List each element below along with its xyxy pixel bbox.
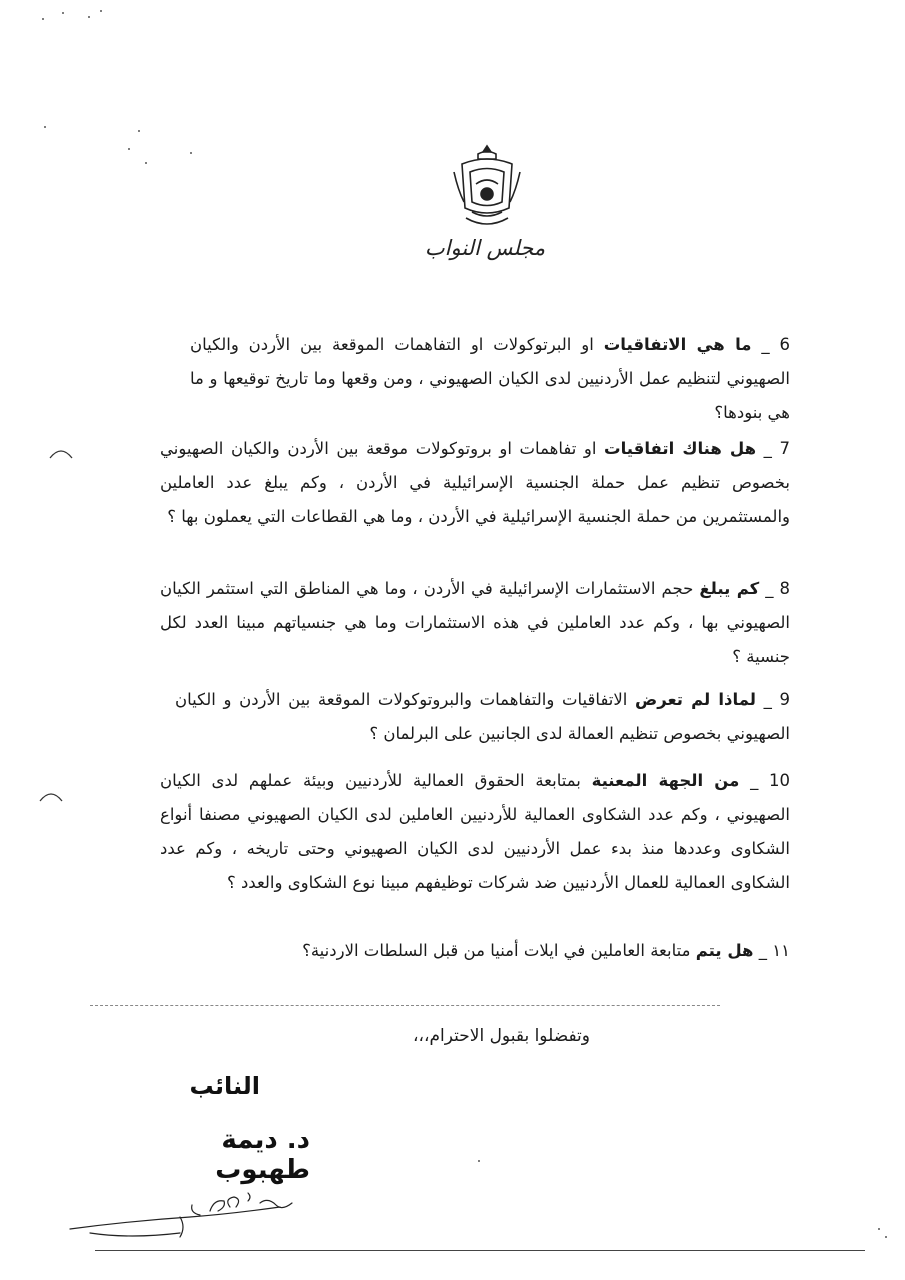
scan-speck [42,18,44,20]
question-6 [190,328,790,430]
scan-speck [138,130,140,132]
question-11 [190,934,790,968]
scan-divider [90,1005,720,1006]
scan-speck [100,10,102,12]
punch-hole-mark-icon [48,444,74,460]
question-lead: من الجهة المعنية [591,771,740,790]
question-text: او البرتوكولات او التفاهمات الموقعة بين الأردن والكيان الصهيوني لتنظيم عمل الأردنيين لدى الكيان الصهيوني ، ومن وقعها وما تاريخ توقيعها و ما هي بنودها؟ [190,335,790,422]
question-number: 7 _ [763,439,791,458]
question-lead: لماذا لم تعرض [635,690,756,709]
question-text: متابعة العاملين في ايلات أمنيا من قبل السلطات الاردنية؟ [302,941,691,960]
signer-role: النائب [189,1072,260,1100]
scan-speck [145,162,147,164]
scan-speck [44,126,46,128]
scan-speck [878,1228,880,1230]
question-text: او تفاهمات او بروتوكولات موقعة بين الأردن والكيان الصهيوني بخصوص تنظيم عمل حملة الجنسية الإسرائيلية في الأردن ، وكم يبلغ عدد العاملين والمستثمرين من حملة الجنسية الإسرائيلية في الأردن ، وما هي القطاعات التي يعملون بها ؟ [160,439,790,526]
question-number: 10 _ [750,771,791,790]
question-10 [160,764,790,900]
scan-speck [885,1236,887,1238]
question-7 [160,432,790,534]
scan-speck [88,16,90,18]
question-lead: ما هي الاتفاقيات [603,335,752,354]
coat-of-arms-icon [448,142,526,232]
closing-salutation: وتفضلوا بقبول الاحترام،،، [413,1026,590,1046]
handwritten-signature [60,1185,320,1245]
question-number: ١١ _ [758,941,790,960]
question-number: 8 _ [765,579,790,598]
punch-hole-mark-icon [38,787,64,803]
scan-speck [62,12,64,14]
signer-name: د. ديمة طهبوب [215,1125,310,1185]
institution-name: مجلس النواب [424,236,546,260]
question-lead: هل يتم [695,941,754,960]
footer-rule [95,1250,865,1251]
question-lead: كم يبلغ [699,579,760,598]
question-text: حجم الاستثمارات الإسرائيلية في الأردن ، وما هي المناطق التي استثمر الكيان الصهيوني بها ، وكم عدد العاملين في هذه الاستثمارات وما هي جنسياتهم مبينا العدد لكل جنسية ؟ [160,579,790,666]
question-text: بمتابعة الحقوق العمالية للأردنيين وبيئة عملهم لدى الكيان الصهيوني ، وكم عدد الشكاوى العمالية للأردنيين العاملين لدى الكيان الصهيوني مصنفا أنواع الشكاوى وعددها منذ بدء عمل الأردنيين لدى الكيان الصهيوني وحتى تاريخه ، وكم عدد الشكاوى العمالية للعمال الأردنيين ضد شركات توظيفهم مبينا نوع الشكاوى والعدد ؟ [160,771,790,892]
question-lead: هل هناك اتفاقيات [604,439,757,458]
question-number: 9 _ [763,690,790,709]
question-9 [175,683,790,751]
question-text: الاتفاقيات والتفاهمات والبروتوكولات الموقعة بين الأردن و الكيان الصهيوني بخصوص تنظيم العمالة لدى الجانبين على البرلمان ؟ [175,690,790,743]
scan-speck [190,152,192,154]
scan-speck [478,1160,480,1162]
scan-speck [128,148,130,150]
question-number: 6 _ [761,335,791,354]
question-8 [160,572,790,674]
